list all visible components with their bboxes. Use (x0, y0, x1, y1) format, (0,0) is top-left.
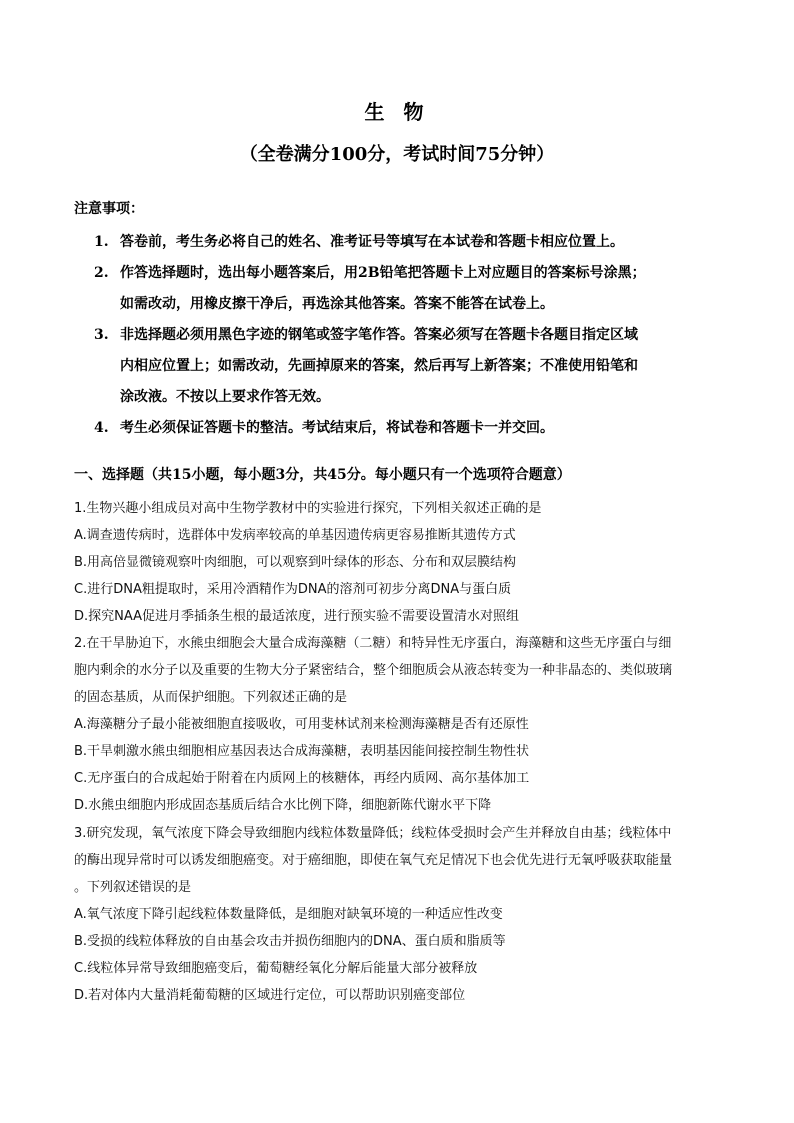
notice-item-number: 1. (94, 234, 109, 250)
notice-item-line: 考生必须保证答题卡的整洁。考试结束后，将试卷和答题卡一并交回。 (120, 420, 554, 436)
notice-item-line: 内相应位置上；如需改动，先画掉原来的答案，然后再写上新答案；不准使用铅笔和 (120, 358, 638, 374)
option-d: D.若对体内大量消耗葡萄糖的区域进行定位，可以帮助识别癌变部位 (74, 988, 466, 1003)
question-stem: 3.研究发现，氧气浓度下降会导致细胞内线粒体数量降低；线粒体受损时会产生并释放自由基；线粒体中 (74, 826, 672, 841)
option-b: B.受损的线粒体释放的自由基会攻击并损伤细胞内的DNA、蛋白质和脂质等 (74, 934, 506, 949)
question-stem: 。下列叙述错误的是 (74, 880, 192, 895)
notice-item-number: 2. (94, 265, 109, 281)
notice-item-line: 如需改动，用橡皮擦干净后，再选涂其他答案。答案不能答在试卷上。 (120, 296, 554, 312)
notice-item-1 (94, 227, 724, 258)
notice-item-number: 4. (94, 420, 109, 436)
question-2 (74, 630, 726, 819)
option-b: B.干旱刺激水熊虫细胞相应基因表达合成海藻糖，表明基因能间接控制生物性状 (74, 744, 530, 759)
option-a: A.氧气浓度下降引起线粒体数量降低，是细胞对缺氧环境的一种适应性改变 (74, 907, 503, 922)
notice-item-number: 3. (94, 327, 109, 343)
notice-item-2 (94, 258, 724, 320)
exam-info-subtitle: （全卷满分100分，考试时间75分钟） (239, 144, 555, 165)
question-3 (74, 820, 726, 1009)
option-c: C.进行DNA粗提取时，采用冷酒精作为DNA的溶剂可初步分离DNA与蛋白质 (74, 582, 512, 597)
question-stem: 的固态基质，从而保护细胞。下列叙述正确的是 (74, 690, 348, 705)
option-a: A.调查遗传病时，选群体中发病率较高的单基因遗传病更容易推断其遗传方式 (74, 528, 516, 543)
option-b: B.用高倍显微镜观察叶肉细胞，可以观察到叶绿体的形态、分布和双层膜结构 (74, 555, 517, 570)
notice-item-line: 作答选择题时，选出每小题答案后，用2B铅笔把答题卡上对应题目的答案标号涂黑； (120, 265, 646, 281)
notice-item-3 (94, 320, 724, 413)
question-stem: 2.在干旱胁迫下，水熊虫细胞会大量合成海藻糖（二糖）和特异性无序蛋白，海藻糖和这些无序蛋白与细 (74, 636, 672, 651)
section-heading: 一、选择题（共15小题，每小题3分，共45分。每小题只有一个选项符合题意） (74, 467, 571, 483)
option-a: A.海藻糖分子最小能被细胞直接吸收，可用斐林试剂来检测海藻糖是否有还原性 (74, 717, 529, 732)
notice-item-line: 答卷前，考生务必将自己的姓名、准考证号等填写在本试卷和答题卡相应位置上。 (120, 234, 624, 250)
option-c: C.无序蛋白的合成起始于附着在内质网上的核糖体，再经内质网、高尔基体加工 (74, 771, 530, 786)
option-c: C.线粒体异常导致细胞癌变后，葡萄糖经氧化分解后能量大部分被释放 (74, 961, 478, 976)
option-d: D.水熊虫细胞内形成固态基质后结合水比例下降，细胞新陈代谢水平下降 (74, 798, 492, 813)
notice-heading: 注意事项： (74, 201, 144, 217)
question-stem: 1.生物兴趣小组成员对高中生物学教材中的实验进行探究，下列相关叙述正确的是 (74, 501, 542, 516)
notice-item-line: 非选择题必须用黑色字迹的钢笔或签字笔作答。答案必须写在答题卡各题目指定区域 (120, 327, 638, 343)
notice-item-line: 涂改液。不按以上要求作答无效。 (120, 389, 330, 405)
notice-item-4 (94, 413, 724, 444)
page-title: 生 物 (364, 100, 430, 124)
option-d: D.探究NAA促进月季插条生根的最适浓度，进行预实验不需要设置清水对照组 (74, 609, 520, 624)
question-stem: 的酶出现异常时可以诱发细胞癌变。对于癌细胞，即使在氧气充足情况下也会优先进行无氧呼吸获取能量 (74, 853, 673, 868)
question-stem: 胞内剩余的水分子以及重要的生物大分子紧密结合，整个细胞质会从液态转变为一种非晶态的、类似玻璃 (74, 663, 673, 678)
question-1 (74, 495, 726, 630)
